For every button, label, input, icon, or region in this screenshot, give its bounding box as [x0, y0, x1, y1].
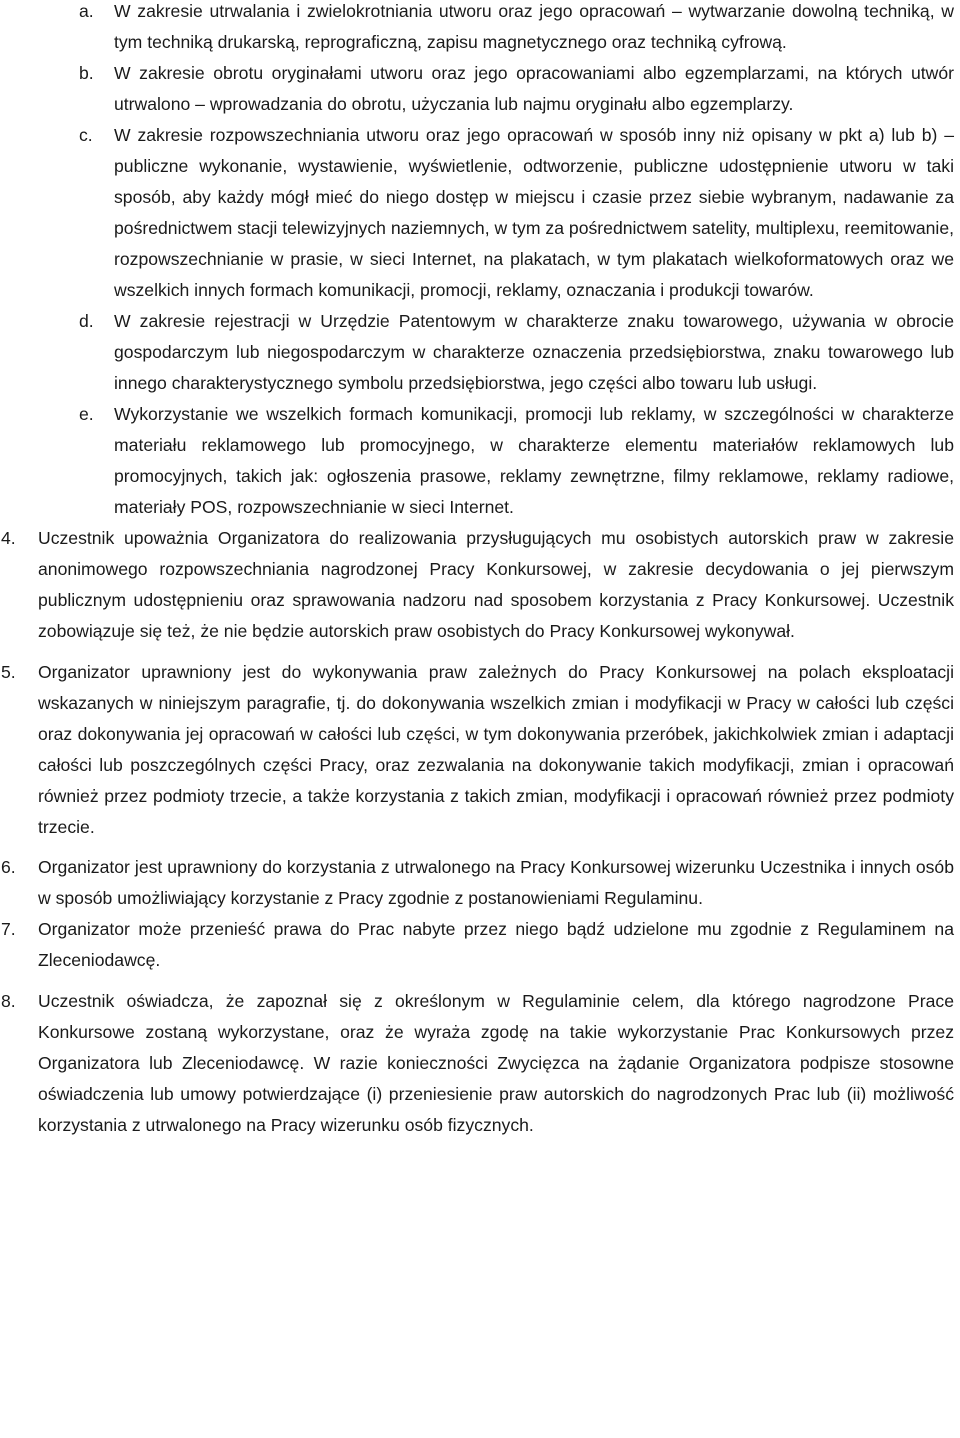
list-item	[0, 306, 954, 399]
list-text: Organizator uprawniony jest do wykonywania praw zależnych do Pracy Konkursowej na polach eksploatacji wskazanych w niniejszym paragrafie, tj. do dokonywania wszelkich zmian i modyfikacji w Pracy w całości lub części oraz dokonywania jej opracowań w całości lub części, w tym dokonywania przeróbek, jakichkolwiek zmian i adaptacji całości lub poszczególnych części Pracy, oraz zezwalania na dokonywanie takich modyfikacji, zmian i opracowań również przez podmioty trzecie, a także korzystania z takich zmian, modyfikacji i opracowań również przez podmioty trzecie.	[38, 662, 954, 837]
list-text: Wykorzystanie we wszelkich formach komunikacji, promocji lub reklamy, w szczególności w charakterze materiału reklamowego lub promocyjnego, w charakterze elementu materiałów reklamowych lub promocyjnych, takich jak: ogłoszenia prasowe, reklamy zewnętrzne, filmy reklamowe, reklamy radiowe, materiały POS, rozpowszechnianie w sieci Internet.	[114, 404, 954, 517]
list-marker: 7.	[1, 919, 16, 939]
list-marker: b.	[79, 63, 94, 83]
list-text: W zakresie rozpowszechniania utworu oraz jego opracowań w sposób inny niż opisany w pkt a) lub b) – publiczne wykonanie, wystawienie, wyświetlenie, odtworzenie, publiczne udostępnienie utworu w taki sposób, aby każdy mógł mieć do niego dostęp w miejscu i czasie przez siebie wybranym, nadawanie za pośrednictwem stacji telewizyjnych naziemnych, w tym za pośrednictwem satelity, multiplexu, reemitowanie, rozpowszechnianie w prasie, w sieci Internet, na plakatach, w tym plakatach wielkoformatowych oraz we wszelkich innych formach komunikacji, promocji, reklamy, oznaczania i produkcji towarów.	[114, 125, 954, 300]
list-marker: 5.	[1, 662, 16, 682]
list-marker: c.	[79, 125, 93, 145]
list-marker: 4.	[1, 528, 16, 548]
list-marker: e.	[79, 404, 94, 424]
numbered-item-4	[0, 523, 954, 647]
list-marker: 6.	[1, 857, 16, 877]
list-marker: 8.	[1, 991, 16, 1011]
list-text: Uczestnik upoważnia Organizatora do realizowania przysługujących mu osobistych autorskich praw w zakresie anonimowego rozpowszechniania nagrodzonej Pracy Konkursowej, w zakresie decydowania o jej pierwszym publicznym udostępnieniu oraz sprawowania nadzoru nad sposobem korzystania z Pracy Konkursowej. Uczestnik zobowiązuje się też, że nie będzie autorskich praw osobistych do Pracy Konkursowej wykonywał.	[38, 528, 954, 641]
list-item	[0, 399, 954, 523]
list-item	[0, 58, 954, 120]
list-item	[0, 0, 954, 58]
list-text: Organizator może przenieść prawa do Prac nabyte przez niego bądź udzielone mu zgodnie z Regulaminem na Zleceniodawcę.	[38, 919, 954, 970]
list-text: W zakresie rejestracji w Urzędzie Patentowym w charakterze znaku towarowego, używania w obrocie gospodarczym lub niegospodarczym w charakterze oznaczenia przedsiębiorstwa, znaku towarowego lub innego charakterystycznego symbolu przedsiębiorstwa, jego części albo towaru lub usługi.	[114, 311, 954, 393]
list-text: Organizator jest uprawniony do korzystania z utrwalonego na Pracy Konkursowej wizerunku Uczestnika i innych osób w sposób umożliwiający korzystanie z Pracy zgodnie z postanowieniami Regulaminu.	[38, 857, 954, 908]
numbered-item-5	[0, 657, 954, 843]
list-text: Uczestnik oświadcza, że zapoznał się z określonym w Regulaminie celem, dla którego nagrodzone Prace Konkursowe zostaną wykorzystane, oraz że wyraża zgodę na takie wykorzystanie Prac Konkursowych przez Organizatora lub Zleceniodawcę. W razie konieczności Zwycięzca na żądanie Organizatora podpisze stosowne oświadczenia lub umowy potwierdzające (i) przeniesienie praw autorskich do nagrodzonych Prac lub (ii) możliwość korzystania z utrwalonego na Pracy wizerunku osób fizycznych.	[38, 991, 954, 1135]
list-text: W zakresie utrwalania i zwielokrotniania utworu oraz jego opracowań – wytwarzanie dowolną techniką, w tym techniką drukarską, reprograficzną, zapisu magnetycznego oraz techniką cyfrową.	[114, 1, 954, 52]
numbered-item-6	[0, 852, 954, 914]
list-item	[0, 120, 954, 306]
numbered-item-7	[0, 914, 954, 976]
list-text: W zakresie obrotu oryginałami utworu oraz jego opracowaniami albo egzemplarzami, na których utwór utrwalono – wprowadzania do obrotu, użyczania lub najmu oryginału albo egzemplarzy.	[114, 63, 954, 114]
list-marker: d.	[79, 311, 94, 331]
numbered-item-8	[0, 986, 954, 1141]
sub-list	[0, 0, 954, 523]
list-marker: a.	[79, 1, 94, 21]
